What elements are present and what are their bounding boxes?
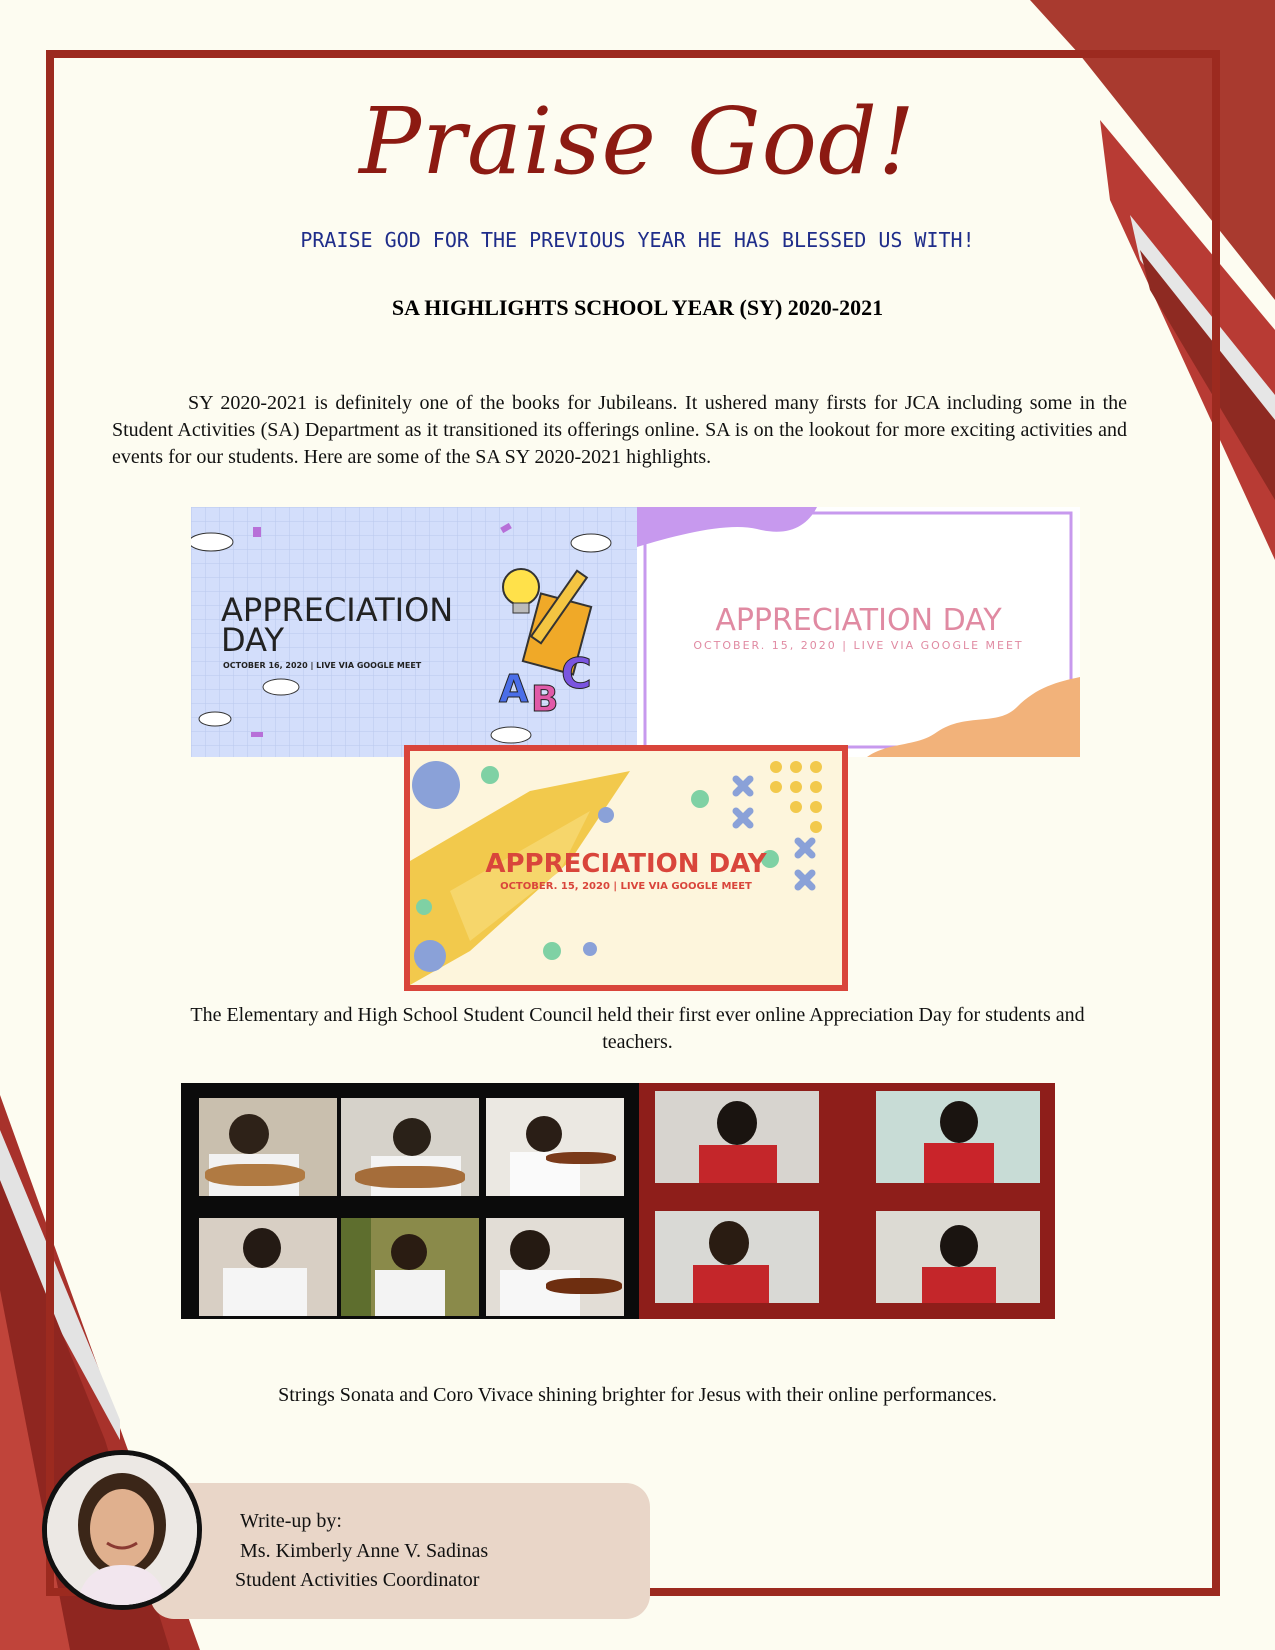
appreciation-day-poster-3 <box>404 745 848 991</box>
poster-3-title: APPRECIATION DAY <box>485 849 767 879</box>
appreciation-caption-text: The Elementary and High School Student Council held their first ever online Appreciation Day for students and teachers. <box>190 1004 1085 1053</box>
video-tile <box>655 1091 819 1183</box>
strings-sonata-screenshot <box>181 1083 639 1319</box>
poster-1-letter-b: B <box>531 679 559 720</box>
poster-1-title-line1: APPRECIATION <box>221 591 454 629</box>
coro-vivace-screenshot <box>639 1083 1055 1319</box>
poster-3-detail: OCTOBER. 15, 2020 | LIVE VIA GOOGLE MEET <box>500 881 752 892</box>
performances-caption: Strings Sonata and Coro Vivace shining brighter for Jesus with their online performances. <box>278 1384 997 1406</box>
video-tile <box>876 1091 1040 1183</box>
video-tile <box>341 1098 479 1196</box>
page-subtitle: PRAISE GOD FOR THE PREVIOUS YEAR HE HAS BLESSED US WITH! <box>300 228 975 252</box>
poster-1-letter-c: C <box>561 649 592 698</box>
credit-author: Ms. Kimberly Anne V. Sadinas <box>240 1540 489 1562</box>
author-avatar <box>42 1450 202 1610</box>
video-tile <box>486 1218 624 1316</box>
credit-label: Write-up by: <box>240 1510 342 1532</box>
video-tile <box>199 1098 337 1196</box>
appreciation-caption <box>0 1002 1275 1056</box>
poster-1-letter-a: A <box>499 667 529 711</box>
poster-1-detail: OCTOBER 16, 2020 | LIVE VIA GOOGLE MEET <box>223 661 422 670</box>
poster-2-detail: OCTOBER. 15, 2020 | LIVE VIA GOOGLE MEET <box>693 639 1024 652</box>
credit-role: Student Activities Coordinator <box>235 1569 480 1591</box>
video-tile <box>341 1218 479 1316</box>
section-heading: SA HIGHLIGHTS SCHOOL YEAR (SY) 2020-2021 <box>391 295 884 320</box>
author-photo <box>47 1455 197 1605</box>
video-tile <box>655 1211 819 1303</box>
poster-1-title-line2: DAY <box>221 621 285 659</box>
appreciation-day-poster-2 <box>637 507 1080 757</box>
video-tile <box>486 1098 624 1196</box>
intro-paragraph: SY 2020-2021 is definitely one of the books for Jubileans. It ushered many firsts for JCA including some in the Student Activities (SA) Department as it transitioned its offerings online. SA is on the lookout for more exciting activities and events for our students. Here are some of the SA SY 2020-2021 highlights. <box>112 392 1127 468</box>
video-tile <box>199 1218 337 1316</box>
appreciation-day-poster-1 <box>191 507 637 757</box>
page-title: Praise God! <box>359 88 916 195</box>
poster-2-title: APPRECIATION DAY <box>715 603 1002 638</box>
video-tile <box>876 1211 1040 1303</box>
